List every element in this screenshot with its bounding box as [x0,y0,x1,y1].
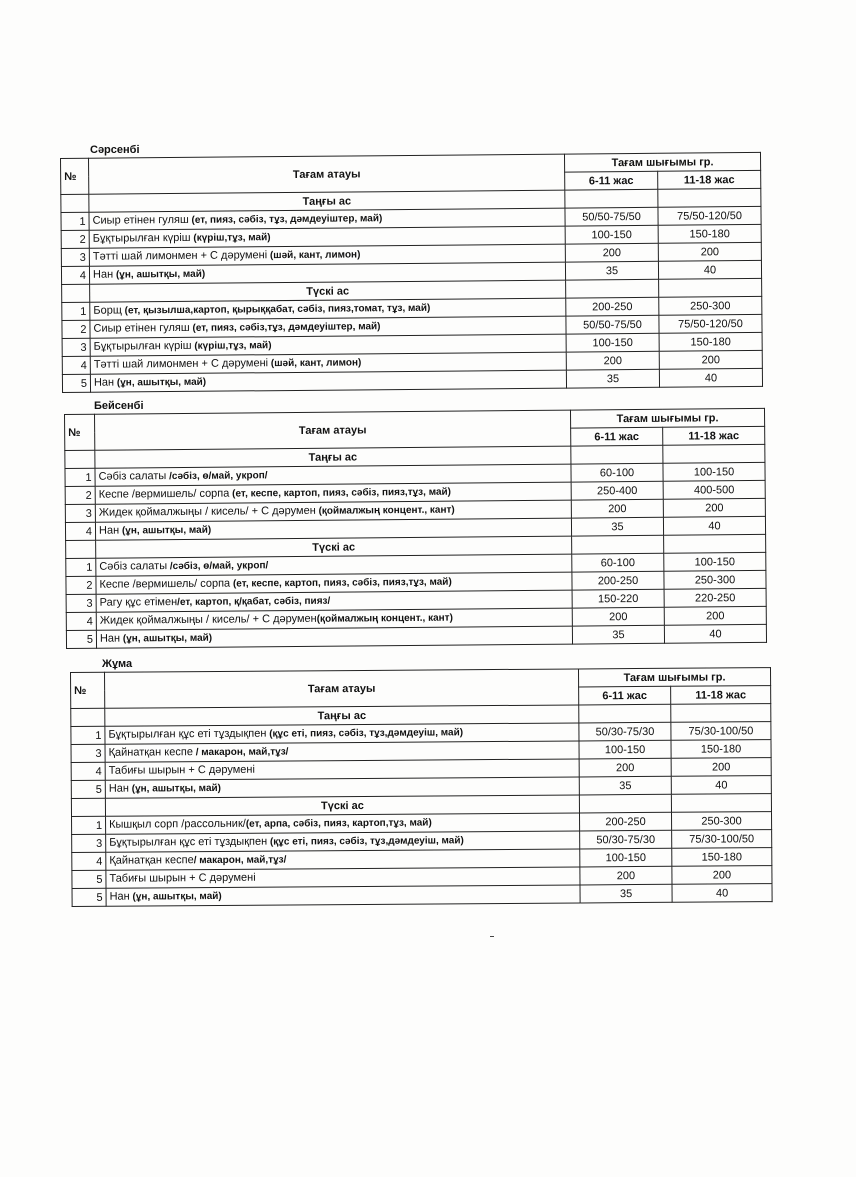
dish-name: Борщ [93,304,122,317]
dish-name: Нан [93,376,115,389]
portion-11-18: 250-300 [664,570,766,589]
dish-ingredients: (ет, пияз, сәбіз,тұз, дәмдеуіштер, май) [189,321,381,334]
portion-6-11: 250-400 [571,481,663,500]
portion-6-11: 35 [571,517,663,536]
portion-11-18: 40 [672,884,772,903]
portion-11-18: 150-180 [672,848,772,867]
dish-ingredients: (ет, кеспе, картоп, пияз, сәбіз, пияз,тұз, май) [230,576,452,590]
row-number: 1 [71,726,105,744]
dish-ingredients: (құс еті, пияз, сәбіз, тұз,дәмдеуіш, май) [266,727,464,740]
scan-speck [490,936,494,937]
dish-ingredients: / макарон, май,тұз/ [192,746,289,759]
dish-ingredients: (ұн, ашытқы, май) [120,632,213,645]
yield-header: Тағам шығымы гр. [578,668,770,687]
dish-cell [96,626,572,648]
dish-name: Кышқыл сорп /рассольник/ [109,817,246,831]
portion-11-18: 200 [672,866,772,885]
dish-name-header: Тағам атауы [89,154,565,194]
dish-name: Бұқтырылған күріш [93,339,192,353]
menu-table [60,152,763,393]
dish-name: Нан [109,890,130,903]
row-number: 2 [66,576,96,594]
portion-11-18: 200 [671,758,771,777]
meal-title: Таңғы ас [105,705,579,726]
dish-name: Бұқтырылған күріш [92,231,191,245]
yield-header: Тағам шығымы гр. [564,152,760,172]
dish-name: Табиғы шырын + С дәрумені [109,871,256,885]
dish-name: Сиыр етінен гуляш [92,213,189,227]
dish-name: Қайнатқан кеспе [109,854,194,867]
meal-title: Түскі ас [96,536,572,558]
dish-ingredients: (ұн, ашытқы, май) [119,524,212,537]
age-6-11-header: 6-11 жас [565,171,658,190]
portion-6-11: 200 [571,499,663,518]
age-11-18-header: 11-18 жас [658,170,761,189]
day-title: Сәрсенбі [90,144,140,156]
dish-name: Нан [108,782,129,795]
row-number: 4 [72,852,106,870]
portion-11-18: 40 [663,516,765,535]
dish-name: Кеспе /вермишель/ сорпа [98,487,230,501]
portion-6-11: 200 [565,243,658,262]
portion-6-11: 35 [572,625,664,644]
portion-6-11: 100-150 [580,848,672,867]
dish-name: Рагу құс етімен [99,596,178,609]
dish-name: Сәбіз салаты [98,470,167,483]
row-number: 4 [71,762,105,780]
menu-table [64,408,767,649]
dish-name: Жидек қоймалжыңы / кисель/ + С дәрумен [98,504,316,519]
dish-ingredients: /сәбіз, ө/май, укроп/ [166,470,268,483]
meal-title: Таңғы ас [95,446,571,468]
portion-6-11: 200-250 [579,812,671,831]
dish-ingredients: / макарон, май,тұз/ [193,854,287,867]
portion-11-18: 250-300 [659,296,762,315]
portion-11-18: 75/50-120/50 [658,206,761,225]
portion-6-11: 35 [566,369,659,388]
dish-ingredients: (шәй, кант, лимон) [268,357,362,370]
portion-11-18: 150-180 [658,224,761,243]
dish-ingredients: (ет, кеспе, картоп, пияз, сәбіз, пияз,тұз, май) [229,486,452,500]
dish-name: Сәбіз салаты [99,560,168,573]
row-number: 1 [62,302,90,320]
portion-6-11: 200 [580,866,672,885]
portion-11-18: 200 [658,242,761,261]
portion-6-11: 100-150 [579,740,671,759]
portion-6-11: 50/30-75/30 [579,722,671,741]
dish-ingredients: (ұн, ашытқы, май) [128,782,222,795]
day-title: Жұма [102,658,133,670]
portion-6-11: 200 [572,607,664,626]
dish-name: Нан [92,268,114,281]
portion-6-11: 50/50-75/50 [566,315,659,334]
portion-6-11: 50/30-75/30 [580,830,672,849]
dish-ingredients: (шәй, кант, лимон) [267,249,361,262]
number-header: № [65,414,95,450]
portion-6-11: 200 [579,758,671,777]
dish-ingredients: (ұн, ашытқы, май) [113,268,206,281]
dish-ingredients: (күріш,тұз, май) [190,232,271,244]
dish-name: Жидек қоймалжыңы / кисель/ + С дәрумен [99,612,317,627]
row-number: 3 [62,338,90,356]
row-number: 3 [65,504,95,522]
dish-name: Нан [99,632,121,645]
dish-name: Сиыр етінен гуляш [93,321,190,335]
row-number: 5 [71,780,105,798]
row-number: 2 [65,486,95,504]
row-number: 2 [61,230,89,248]
dish-name-header: Тағам атауы [95,410,571,450]
portion-6-11: 200 [566,351,659,370]
yield-header: Тағам шығымы гр. [570,408,764,428]
portion-6-11: 150-220 [572,589,664,608]
row-number: 1 [61,212,89,230]
portion-6-11: 60-100 [571,463,663,482]
row-number: 5 [66,630,96,648]
portion-6-11: 200-250 [572,571,664,590]
portion-6-11: 100-150 [565,225,658,244]
dish-ingredients: (ұн, ашытқы, май) [114,376,207,389]
dish-name: Тәтті шай лимонмен + С дәрумені [93,357,269,371]
portion-11-18: 250-300 [671,812,771,831]
dish-cell [106,885,580,906]
portion-11-18: 200 [663,498,765,517]
age-11-18-header: 11-18 жас [671,686,771,705]
portion-11-18: 400-500 [663,480,765,499]
dish-name: Қайнатқан кеспе [108,746,193,759]
portion-11-18: 40 [658,260,761,279]
row-number: 3 [61,248,89,266]
dish-ingredients: (ет, пияз, сәбіз, тұз, дәмдеуіштер, май) [188,213,383,226]
row-number: 3 [71,744,105,762]
portion-11-18: 150-180 [671,740,771,759]
portion-11-18: 100-150 [664,552,766,571]
portion-11-18: 100-150 [663,462,765,481]
day-title: Бейсенбі [94,400,144,412]
portion-6-11: 100-150 [566,333,659,352]
portion-11-18: 220-250 [664,588,766,607]
portion-11-18: 40 [659,368,762,387]
dish-name-header: Тағам атауы [105,669,579,708]
portion-6-11: 60-100 [572,553,664,572]
portion-11-18: 200 [659,350,762,369]
portion-6-11: 35 [580,884,672,903]
portion-11-18: 75/30-100/50 [672,830,772,849]
dish-ingredients: (күріш,тұз, май) [191,340,272,352]
portion-11-18: 40 [671,776,771,795]
dish-name: Нан [98,524,120,537]
dish-ingredients: /ет, картоп, қ/қабат, сәбіз, пияз/ [177,595,331,609]
row-number: 4 [62,356,90,374]
menu-row [72,884,772,907]
row-number: 1 [66,558,96,576]
portion-11-18: 40 [664,624,766,643]
portion-6-11: 35 [579,776,671,795]
portion-6-11: 50/50-75/50 [565,207,658,226]
portion-6-11: 35 [565,261,658,280]
menu-table [70,667,773,907]
age-11-18-header: 11-18 жас [663,426,765,445]
row-number: 4 [66,612,96,630]
dish-ingredients: /сәбіз, ө/май, укроп/ [167,560,269,573]
portion-11-18: 150-180 [659,332,762,351]
row-number: 4 [65,522,95,540]
portion-6-11: 200-250 [566,297,659,316]
meal-title: Түскі ас [90,280,566,302]
row-number: 1 [72,816,106,834]
portion-11-18: 75/30-100/50 [671,722,771,741]
portion-11-18: 75/50-120/50 [659,314,762,333]
dish-ingredients: (ет, арпа, сәбіз, пияз, картоп,тұз, май) [245,817,432,830]
dish-name: Бұқтырылған құс еті тұздықпен [109,835,268,849]
age-6-11-header: 6-11 жас [579,686,671,705]
row-number: 2 [62,320,90,338]
dish-ingredients: (қоймалжың концент., кант) [315,504,455,517]
row-number: 3 [66,594,96,612]
number-header: № [71,672,105,708]
row-number: 5 [62,374,90,392]
portion-11-18: 200 [664,606,766,625]
dish-name: Табиғы шырын + С дәрумені [108,763,255,777]
dish-ingredients: (құс еті, пияз, сәбіз, тұз,дәмдеуіш, май) [267,835,464,848]
meal-title: Таңғы ас [89,190,565,212]
row-number: 5 [72,888,106,906]
dish-ingredients: (қоймалжың концент., кант) [316,612,453,625]
dish-name: Бұқтырылған құс еті тұздықпен [108,727,267,741]
row-number: 5 [72,870,106,888]
dish-name: Кеспе /вермишель/ сорпа [99,577,231,591]
number-header: № [61,158,89,194]
dish-name: Тәтті шай лимонмен + С дәрумені [92,249,268,263]
meal-title: Түскі ас [105,795,579,816]
row-number: 1 [65,468,95,486]
dish-ingredients: (ет, қызылша,картоп, қырыққабат, сәбіз, пияз,томат, тұз, май) [121,302,431,317]
dish-ingredients: (ұн, ашытқы, май) [129,890,222,903]
age-6-11-header: 6-11 жас [571,427,663,446]
dish-cell [90,370,566,392]
row-number: 3 [72,834,106,852]
row-number: 4 [61,266,89,284]
